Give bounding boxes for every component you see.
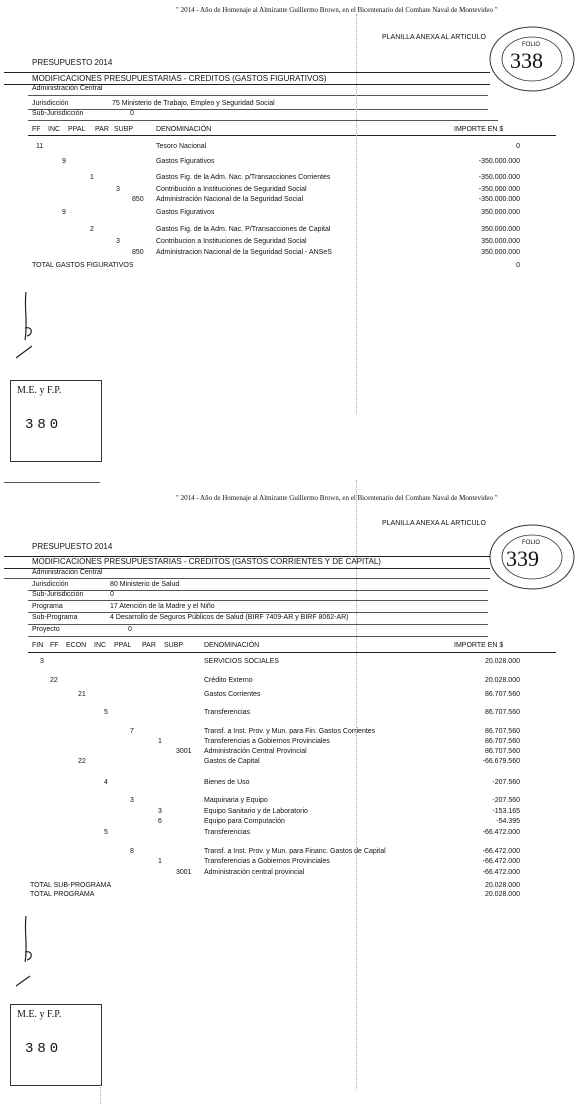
row-amount: 86.707.560: [484, 691, 520, 698]
subjur-label-1: Sub-Jurisdicción: [32, 110, 84, 117]
ministry-stamp-1: [10, 380, 102, 462]
row-amount: 86.707.560: [484, 738, 520, 745]
row-code: 9: [62, 209, 66, 216]
row-amount: 350.000.000: [481, 238, 520, 245]
row-amount: -207.560: [492, 779, 520, 786]
row-description: Gastos Fig. de la Adm. Nac. p/Transacciones Corrientes: [156, 174, 331, 181]
row-amount: 86.707.560: [484, 728, 520, 735]
section-title-2: MODIFICACIONES PRESUPUESTARIAS - CREDITOS (GASTOS CORRIENTES Y DE CAPITAL): [32, 557, 381, 566]
hdr-denominacion-2: DENOMINACIÓN: [204, 642, 260, 649]
row-description: Gastos de Capital: [204, 758, 260, 765]
hdr-importe-1: IMPORTE EN $: [454, 126, 504, 133]
row-amount: -66.679.560: [482, 758, 520, 765]
total-sub-amount-2: 20.028.000: [484, 882, 520, 889]
hdr-ff-1: FF: [32, 126, 41, 133]
row-amount: 350.000.000: [481, 249, 520, 256]
hdr-subp-1: SUBP: [114, 126, 134, 133]
jurisdiccion-value-1: 75 Ministerio de Trabajo, Empleo y Seguridad Social: [112, 100, 275, 107]
signature-1: [10, 288, 50, 368]
row-code: 850: [132, 249, 144, 256]
row-code: 3: [40, 658, 44, 665]
section-title-1: MODIFICACIONES PRESUPUESTARIAS - CREDITOS (GASTOS FIGURATIVOS): [32, 74, 327, 83]
admin-2: Administración Central: [32, 569, 103, 576]
row-amount: 20.028.000: [484, 677, 520, 684]
hdr-importe-2: IMPORTE EN $: [454, 642, 504, 649]
row-description: Equipo para Computación: [204, 818, 285, 825]
row-code: 3: [116, 186, 120, 193]
total-amount-1: 0: [516, 262, 520, 269]
row-code: 21: [78, 691, 86, 698]
jurisdiccion-value-2: 80 Ministerio de Salud: [110, 581, 180, 588]
row-amount: 350.000.000: [481, 209, 520, 216]
row-code: 7: [130, 728, 134, 735]
motto-1: " 2014 - Año de Homenaje al Almirante Guillermo Brown, en el Bicentenario del Combate Naval de Montevideo ": [176, 6, 498, 14]
row-description: Administracion Nacional de la Seguridad Social - ANSeS: [156, 249, 332, 256]
row-description: SERVICIOS SOCIALES: [204, 658, 279, 665]
stamp-number-2: 380: [25, 1041, 63, 1057]
proyecto-label-2: Proyecto: [32, 626, 60, 633]
row-code: 3: [130, 797, 134, 804]
row-description: Transf. a Inst. Prov. y Mun. para Fin. Gastos Corrientes: [204, 728, 376, 735]
signature-2: [10, 912, 50, 992]
row-description: Tesoro Nacional: [156, 143, 207, 150]
row-code: 8: [130, 848, 134, 855]
folio-number-1: 338: [510, 48, 543, 73]
row-description: Transferencias: [204, 829, 251, 836]
row-amount: -350.000.000: [478, 186, 520, 193]
row-description: Gastos Corrientes: [204, 691, 261, 698]
row-code: 22: [50, 677, 58, 684]
row-description: Transferencias a Gobiernos Provinciales: [204, 858, 330, 865]
row-code: 1: [90, 174, 94, 181]
row-amount: -350.000.000: [478, 174, 520, 181]
hdr-econ-2: ECON: [66, 642, 87, 649]
row-description: Administración Nacional de la Seguridad Social: [156, 196, 304, 203]
row-amount: 350.000.000: [481, 226, 520, 233]
row-code: 1: [158, 738, 162, 745]
row-description: Administración central provincial: [204, 869, 305, 876]
programa-label-2: Programa: [32, 603, 63, 610]
row-description: Contribución a Instituciones de Seguridad Social: [156, 186, 307, 193]
row-code: 3001: [176, 869, 192, 876]
hdr-ppal-2: PPAL: [114, 642, 132, 649]
row-description: Administración Central Provincial: [204, 748, 307, 755]
row-description: Bienes de Uso: [204, 779, 250, 786]
admin-1: Administración Central: [32, 85, 103, 92]
planilla-label-2: PLANILLA ANEXA AL ARTICULO: [382, 520, 486, 527]
row-amount: -66.472.000: [482, 869, 520, 876]
subprograma-label-2: Sub-Programa: [32, 614, 78, 621]
stamp-text-1: M.E. y F.P.: [17, 385, 62, 396]
row-amount: -207.560: [492, 797, 520, 804]
programa-value-2: 17 Atención de la Madre y el Niño: [110, 603, 215, 610]
row-amount: -350.000.000: [478, 196, 520, 203]
row-code: 5: [104, 709, 108, 716]
subjur-value-2: 0: [110, 591, 114, 598]
hdr-inc-2: INC: [94, 642, 107, 649]
row-code: 4: [104, 779, 108, 786]
row-code: 3001: [176, 748, 192, 755]
row-code: 1: [158, 858, 162, 865]
hdr-inc-1: INC: [48, 126, 61, 133]
subprograma-value-2: 4 Desarrollo de Seguros Públicos de Salud (BIRF 7409-AR y BIRF 8062-AR): [110, 614, 349, 621]
total-prog-amount-2: 20.028.000: [484, 891, 520, 898]
row-code: 3: [158, 808, 162, 815]
total-label-1: TOTAL GASTOS FIGURATIVOS: [32, 262, 134, 269]
row-description: Transf. a Inst. Prov. y Mun. para Financ. Gastos de Capital: [204, 848, 386, 855]
row-amount: -66.472.000: [482, 858, 520, 865]
hdr-subp-2: SUBP: [164, 642, 184, 649]
row-description: Gastos Figurativos: [156, 158, 215, 165]
row-description: Gastos Fig. de la Adm. Nac. P/Transacciones de Capital: [156, 226, 331, 233]
row-description: Crédito Externo: [204, 677, 253, 684]
hdr-fin-2: FIN: [32, 642, 44, 649]
hdr-ppal-1: PPAL: [68, 126, 86, 133]
row-description: Equipo Sanitario y de Laboratorio: [204, 808, 308, 815]
jurisdiccion-label-1: Jurisdicción: [32, 100, 69, 107]
hdr-ff-2: FF: [50, 642, 59, 649]
proyecto-value-2: 0: [128, 626, 132, 633]
row-code: 22: [78, 758, 86, 765]
row-amount: -54.395: [496, 818, 520, 825]
row-code: 2: [90, 226, 94, 233]
folio-label-2: FOLIO: [522, 540, 541, 546]
row-code: 3: [116, 238, 120, 245]
row-code: 9: [62, 158, 66, 165]
row-code: 11: [36, 143, 44, 150]
row-code: 850: [132, 196, 144, 203]
subjur-value-1: 0: [130, 110, 134, 117]
row-amount: 0: [516, 143, 520, 150]
row-amount: -66.472.000: [482, 848, 520, 855]
row-description: Gastos Figurativos: [156, 209, 215, 216]
presupuesto-2: PRESUPUESTO 2014: [32, 542, 113, 551]
row-amount: -66.472.000: [482, 829, 520, 836]
hdr-par-1: PAR: [95, 126, 109, 133]
subjur-label-2: Sub-Jurisdicción: [32, 591, 84, 598]
ministry-stamp-2: [10, 1004, 102, 1086]
jurisdiccion-label-2: Jurisdicción: [32, 581, 69, 588]
folio-number-2: 339: [506, 546, 539, 571]
row-description: Maquinaria y Equipo: [204, 797, 268, 804]
row-amount: 20.028.000: [484, 658, 520, 665]
total-prog-label-2: TOTAL PROGRAMA: [30, 891, 95, 898]
row-code: 5: [104, 829, 108, 836]
planilla-label-1: PLANILLA ANEXA AL ARTICULO: [382, 34, 486, 41]
row-description: Transferencias a Gobiernos Provinciales: [204, 738, 330, 745]
stamp-number-1: 380: [25, 417, 63, 433]
row-description: Transferencias: [204, 709, 251, 716]
row-amount: -153.165: [492, 808, 520, 815]
row-code: 6: [158, 818, 162, 825]
row-amount: -350.000.000: [478, 158, 520, 165]
folio-label-1: FOLIO: [522, 42, 541, 48]
presupuesto-1: PRESUPUESTO 2014: [32, 58, 113, 67]
hdr-par-2: PAR: [142, 642, 156, 649]
row-description: Contribucion a Instituciones de Seguridad Social: [156, 238, 307, 245]
row-amount: 86.707.560: [484, 748, 520, 755]
motto-2: " 2014 - Año de Homenaje al Almirante Guillermo Brown, en el Bicentenario del Combate Naval de Montevideo ": [176, 494, 498, 502]
hdr-denominacion-1: DENOMINACIÓN: [156, 126, 212, 133]
stamp-text-2: M.E. y F.P.: [17, 1009, 62, 1020]
row-amount: 86.707.560: [484, 709, 520, 716]
total-sub-label-2: TOTAL SUB-PROGRAMA: [30, 882, 112, 889]
